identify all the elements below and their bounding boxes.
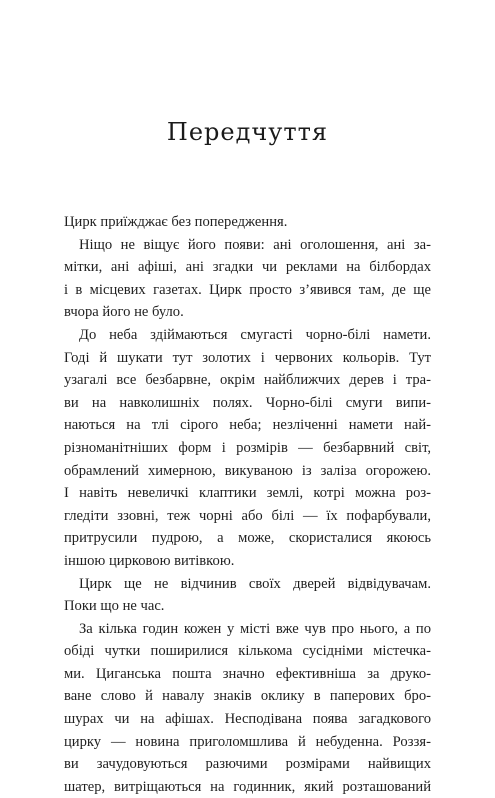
text-line: Поки що не час.: [64, 598, 165, 615]
text-line: За кілька годин кожен у місті вже чув про нього, а по: [79, 620, 431, 637]
text-line: різноманітніших форм і розмірів — безбарвний світ,: [64, 439, 431, 456]
text-line: гледіти ззовні, теж чорні або білі — їх пофарбували,: [64, 507, 431, 524]
text-line: шурах чи на афішах. Несподівана поява загадкового: [64, 711, 431, 728]
text-line: ване слово й навалу знаків оклику в паперових бро-: [64, 688, 431, 705]
text-line: мітки, ані афіші, ані згадки чи реклами на білбордах: [64, 259, 431, 276]
text-line: обіді чутки поширилися кількома сусідніми містечка-: [64, 643, 431, 660]
text-line: вчора його не було.: [64, 304, 184, 321]
text-line: Ніщо не віщує його появи: ані оголошення, ані за-: [79, 236, 431, 253]
text-line: наються на тлі сірого неба; незліченні намети най-: [64, 417, 431, 434]
text-line: ми. Циганська пошта значно ефективніша за друко-: [64, 665, 431, 682]
text-line: цирку — новина приголомшлива й небуденна. Роззя-: [64, 733, 431, 750]
chapter-title: Передчуття: [166, 118, 329, 146]
text-line: притрусили пудрою, а може, скористалися якоюсь: [64, 530, 431, 547]
text-line: ви на навколишніх полях. Чорно-білі смуги випи-: [64, 394, 431, 411]
text-line: іншою цирковою витівкою.: [64, 552, 235, 569]
text-line: Цирк ще не відчинив своїх дверей відвідувачам.: [79, 575, 431, 592]
text-line: узагалі все безбарвне, окрім найближчих дерев і тра-: [64, 372, 431, 389]
text-line: обрамлений химерною, викуваною із заліза огорожею.: [64, 462, 431, 479]
text-line: шатер, витріщаються на годинник, який розташований: [64, 778, 431, 795]
text-line: Цирк приїжджає без попередження.: [64, 214, 288, 230]
chapter-body-text: [64, 211, 431, 798]
text-line: Годі й шукати тут золотих і червоних кольорів. Тут: [64, 349, 431, 366]
text-line: ви зачудовуються разючими розмірами найвищих: [64, 756, 431, 773]
text-line: і в місцевих газетах. Цирк просто з’явився там, де ще: [64, 281, 431, 298]
text-line: І навіть невеличкі клаптики землі, котрі можна роз-: [64, 485, 431, 502]
text-line: До неба здіймаються смугасті чорно-білі намети.: [79, 326, 431, 343]
